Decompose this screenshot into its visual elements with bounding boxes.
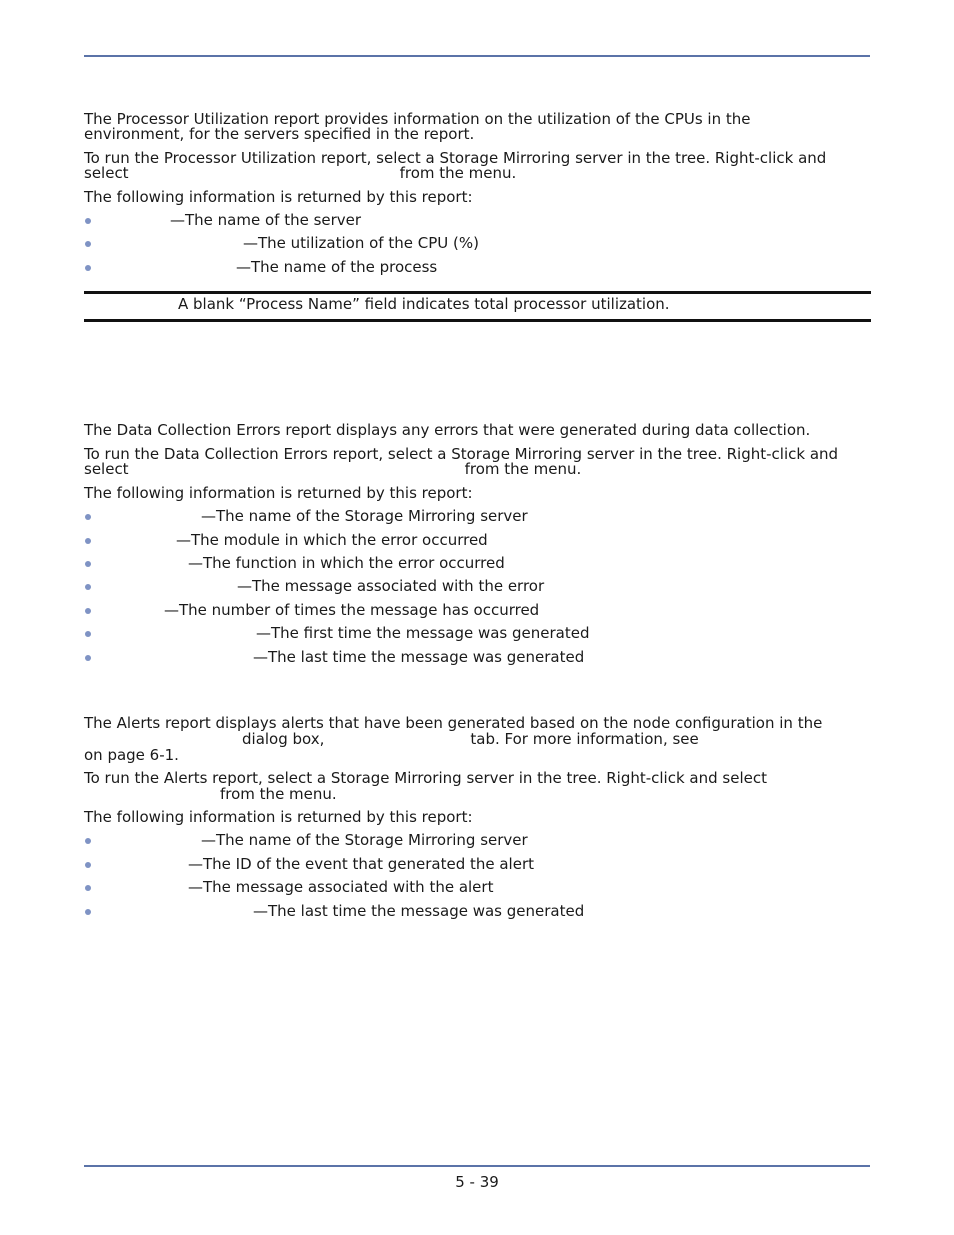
- bullet-icon: [85, 885, 91, 891]
- bullet-icon: [85, 218, 91, 224]
- list-item-text: —The first time the message was generated: [256, 624, 590, 642]
- list-item-text: —The module in which the error occurred: [176, 531, 488, 549]
- list-item-text: —The last time the message was generated: [253, 648, 585, 666]
- processor-run-line2: [84, 165, 874, 181]
- list-item-text: —The number of times the message has occurred: [164, 601, 540, 619]
- alerts-intro-line2: [84, 731, 874, 747]
- bullet-icon: [85, 655, 91, 661]
- alerts-run-line2: from the menu.: [220, 785, 337, 803]
- page-number: 5 - 39: [455, 1173, 499, 1191]
- list-item-text: —The last time the message was generated: [253, 902, 585, 920]
- bullet-icon: [85, 862, 91, 868]
- bullet-icon: [85, 538, 91, 544]
- list-item-text: —The name of the Storage Mirroring server: [201, 831, 528, 849]
- note-border-bottom: [84, 319, 871, 322]
- bullet-icon: [85, 265, 91, 271]
- data-collection-run-select: select: [84, 460, 129, 478]
- processor-run-line1: To run the Processor Utilization report, select a Storage Mirroring server in the tree. Right-click and: [84, 149, 827, 167]
- processor-run-select: select: [84, 164, 129, 182]
- alerts-intro-tab: tab. For more information, see: [470, 730, 699, 748]
- processor-run-menu: from the menu.: [399, 164, 517, 182]
- bullet-icon: [85, 514, 91, 520]
- data-collection-run-menu: from the menu.: [464, 460, 582, 478]
- processor-intro-line2: environment, for the servers specified in the report.: [84, 125, 475, 143]
- footer-rule: [84, 1165, 870, 1167]
- alerts-intro-dialog: dialog box,: [242, 730, 325, 748]
- alerts-run-line1: To run the Alerts report, select a Storage Mirroring server in the tree. Right-click and select: [84, 769, 767, 787]
- list-item-text: —The function in which the error occurred: [188, 554, 505, 572]
- bullet-icon: [85, 584, 91, 590]
- processor-returned-intro: The following information is returned by this report:: [84, 188, 473, 206]
- bullet-icon: [85, 909, 91, 915]
- header-rule: [84, 55, 870, 57]
- alerts-intro-line3: on page 6-1.: [84, 746, 179, 764]
- list-item-text: —The name of the process: [236, 258, 438, 276]
- data-collection-run-line1: To run the Data Collection Errors report, select a Storage Mirroring server in the tree. Right-click and: [84, 445, 839, 463]
- processor-intro-line1: The Processor Utilization report provides information on the utilization of the CPUs in the: [84, 110, 751, 128]
- data-collection-returned-intro: The following information is returned by this report:: [84, 484, 473, 502]
- bullet-icon: [85, 241, 91, 247]
- list-item-text: —The message associated with the error: [237, 577, 545, 595]
- note-text: A blank “Process Name” field indicates total processor utilization.: [178, 295, 670, 313]
- data-collection-intro: The Data Collection Errors report displays any errors that were generated during data collection.: [84, 421, 811, 439]
- note-border-top: [84, 291, 871, 294]
- bullet-icon: [85, 561, 91, 567]
- list-item-text: —The name of the server: [170, 211, 362, 229]
- alerts-intro-line1: The Alerts report displays alerts that have been generated based on the node configuration in the: [84, 714, 823, 732]
- list-item-text: —The ID of the event that generated the alert: [188, 855, 535, 873]
- alerts-returned-intro: The following information is returned by this report:: [84, 808, 473, 826]
- data-collection-run-line2: [84, 461, 874, 477]
- bullet-icon: [85, 608, 91, 614]
- list-item-text: —The message associated with the alert: [188, 878, 494, 896]
- bullet-icon: [85, 838, 91, 844]
- bullet-icon: [85, 631, 91, 637]
- list-item-text: —The utilization of the CPU (%): [243, 234, 479, 252]
- list-item-text: —The name of the Storage Mirroring server: [201, 507, 528, 525]
